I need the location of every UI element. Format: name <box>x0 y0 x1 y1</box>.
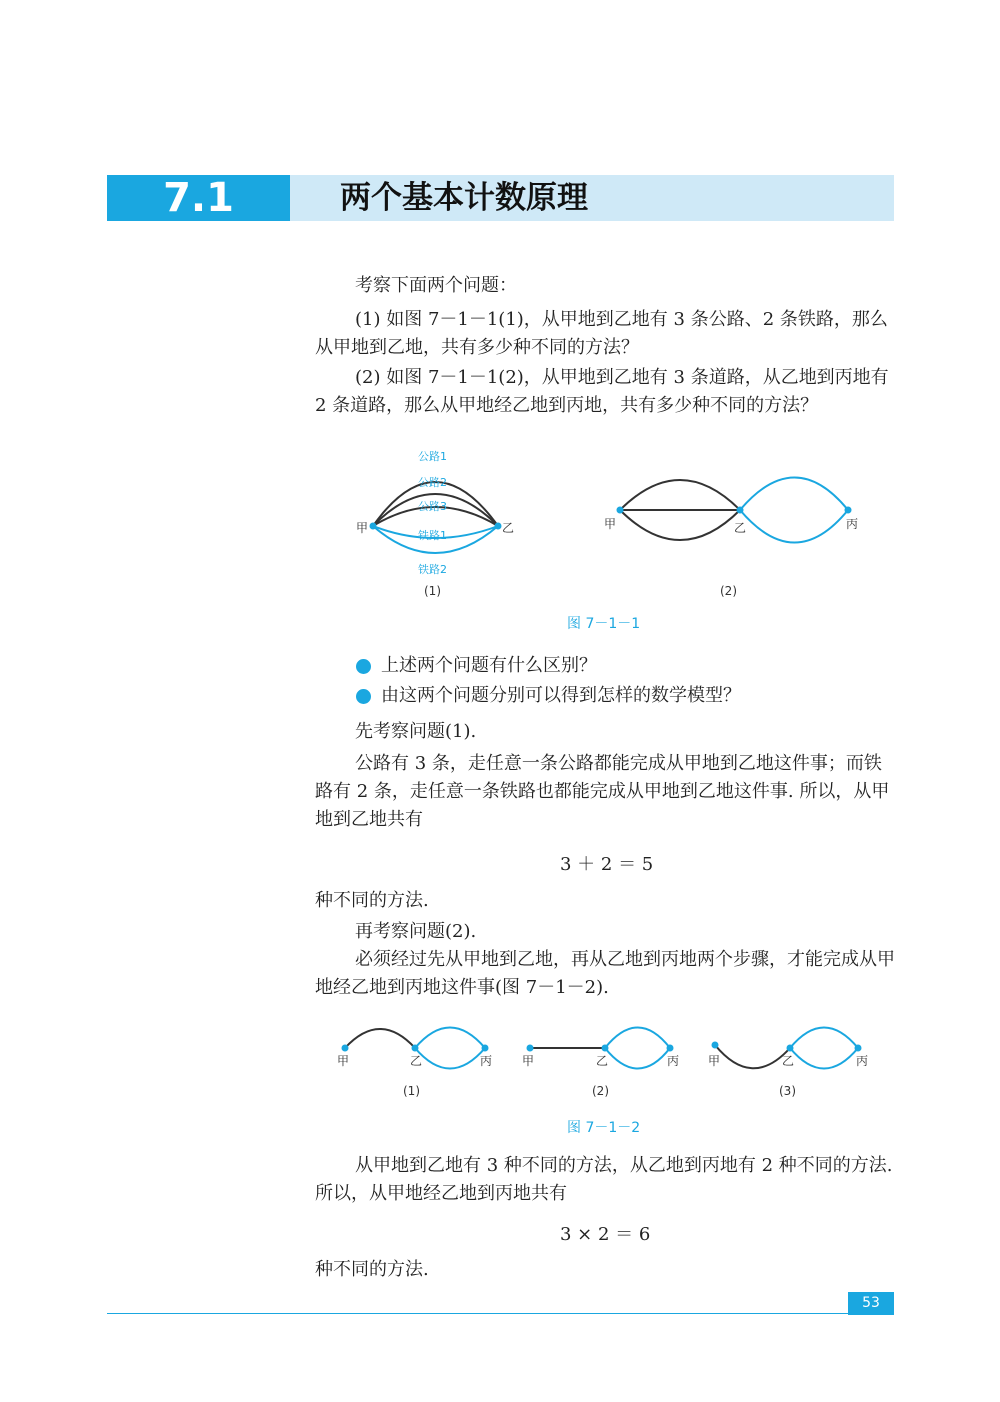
fig2-sub-2: (2) <box>592 1084 609 1098</box>
paragraph-consider-1: 先考察问题(1). <box>355 721 477 742</box>
figure-caption-7-1-2: 图 7－1－2 <box>567 1120 641 1136</box>
fig2-2-label-bing: 丙 <box>667 1054 680 1068</box>
fig2-3-label-yi: 乙 <box>782 1054 795 1068</box>
paragraph-problem-2: (2) 如图 7－1－1(2)，从甲地到乙地有 3 条道路，从乙地到丙地有 2 条道路，那么从甲地经乙地到丙地，共有多少种不同的方法？ <box>315 367 889 416</box>
figure-7-1-2 <box>330 1015 890 1105</box>
bullet-question-2 <box>356 682 741 710</box>
section-title: 两个基本计数原理 <box>340 180 588 216</box>
road-label-3: 公路3 <box>418 500 447 513</box>
paragraph-analysis-2: 必须经过先从甲地到乙地，再从乙地到丙地两个步骤，才能完成从甲地经乙地到丙地这件事(图 7－1－2). <box>315 949 895 998</box>
fig1b-label-jia: 甲 <box>604 517 617 531</box>
bullet-text: 上述两个问题有什么区别？ <box>381 655 597 676</box>
paragraph-result-2: 种不同的方法. <box>315 1259 429 1280</box>
road-label-1: 公路1 <box>418 450 447 463</box>
fig2-sub-1: (1) <box>403 1084 420 1098</box>
fig1b-label-yi: 乙 <box>734 521 747 535</box>
equation-sum: 3 ＋ 2 ＝ 5 <box>560 854 654 875</box>
paragraph-result-1: 种不同的方法. <box>315 890 429 911</box>
rail-label-2: 铁路2 <box>418 563 447 576</box>
section-number: 7.1 <box>107 175 290 221</box>
figure-7-1-1-part-1 <box>356 450 514 598</box>
fig2-sub-3: (3) <box>779 1084 796 1098</box>
fig1-sub-2: (2) <box>720 584 737 598</box>
figure-7-1-1 <box>340 440 880 610</box>
rail-label-1: 铁路1 <box>418 529 447 542</box>
paragraph-analysis-1: 公路有 3 条，走任意一条公路都能完成从甲地到乙地这件事；而铁路有 2 条，走任意一条铁路也都能完成从甲地到乙地这件事. 所以，从甲地到乙地共有 <box>315 753 890 830</box>
bullet-question-1 <box>356 652 597 680</box>
paragraph-analysis-3: 从甲地到乙地有 3 种不同的方法，从乙地到丙地有 2 种不同的方法. 所以，从甲地经乙地到丙地共有 <box>315 1155 893 1204</box>
fig2-2-label-yi: 乙 <box>596 1054 609 1068</box>
footer-rule <box>107 1313 894 1314</box>
bullet-dot-icon <box>356 659 371 674</box>
fig1-sub-1: (1) <box>424 584 441 598</box>
fig2-1-label-yi: 乙 <box>410 1054 423 1068</box>
bullet-dot-icon <box>356 689 371 704</box>
bullet-text: 由这两个问题分别可以得到怎样的数学模型？ <box>381 685 741 706</box>
fig1-label-jia: 甲 <box>356 521 369 535</box>
fig1-label-yi: 乙 <box>502 521 515 535</box>
figure-caption-7-1-1: 图 7－1－1 <box>567 616 641 632</box>
paragraph-problem-1: (1) 如图 7－1－1(1)，从甲地到乙地有 3 条公路、2 条铁路，那么从甲地到乙地，共有多少种不同的方法？ <box>315 309 888 358</box>
fig2-3-label-jia: 甲 <box>708 1054 721 1068</box>
fig2-2-label-jia: 甲 <box>522 1054 535 1068</box>
paragraph-consider-2: 再考察问题(2). <box>355 921 477 942</box>
equation-product: 3 × 2 ＝ 6 <box>560 1224 651 1245</box>
road-label-2: 公路2 <box>418 476 447 489</box>
fig2-1-label-jia: 甲 <box>337 1054 350 1068</box>
fig2-3-label-bing: 丙 <box>856 1054 869 1068</box>
fig1b-label-bing: 丙 <box>846 517 859 531</box>
figure-7-1-1-part-2 <box>604 478 858 599</box>
paragraph-intro: 考察下面两个问题： <box>355 275 517 296</box>
fig2-1-label-bing: 丙 <box>480 1054 493 1068</box>
page-number: 53 <box>848 1292 894 1315</box>
